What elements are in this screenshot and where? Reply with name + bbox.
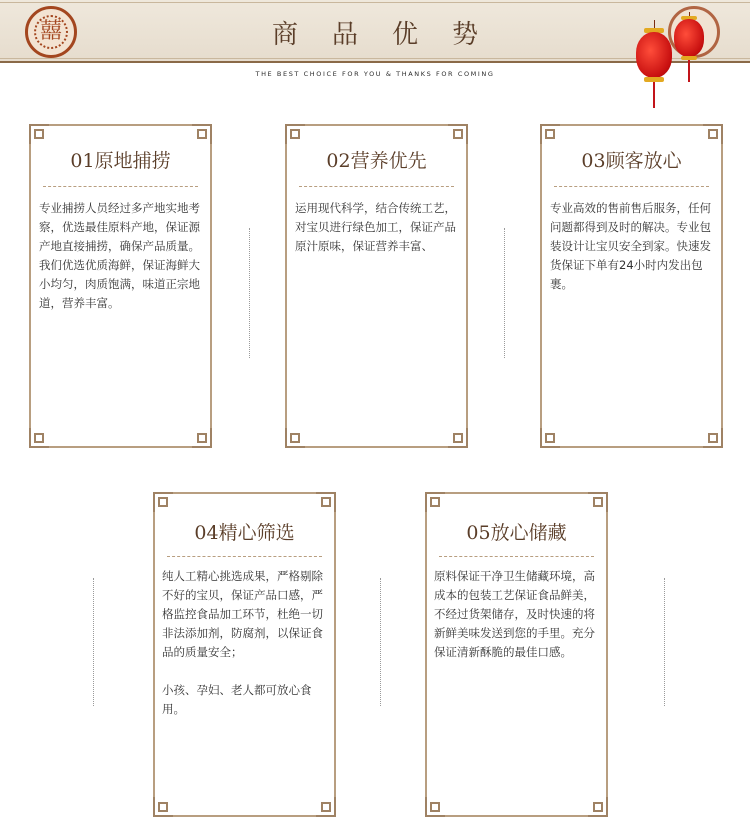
- dotted-separator: [664, 578, 665, 706]
- dotted-separator: [249, 228, 250, 358]
- divider: [167, 556, 322, 557]
- feature-description: 专业高效的售前售后服务，任何问题都得到及时的解决。专业包装设计让宝贝安全到家。快速发货保证下单有24小时内发出包裹。: [550, 201, 711, 291]
- divider: [43, 186, 198, 187]
- feature-card-origin: [29, 124, 212, 448]
- red-lantern-icon: [674, 12, 704, 84]
- dotted-separator: [93, 578, 94, 706]
- feature-title: 01原地捕捞: [70, 150, 171, 172]
- banner-top-border: [0, 2, 750, 3]
- feature-title: 04精心筛选: [194, 522, 295, 544]
- divider: [299, 186, 454, 187]
- feature-title: 02营养优先: [326, 150, 427, 172]
- feature-description-note: 小孩、孕妇、老人都可放心食用。: [162, 683, 312, 716]
- feature-title: 05放心储藏: [466, 522, 567, 544]
- banner-title: 商品优势: [271, 20, 512, 50]
- divider: [439, 556, 594, 557]
- feature-description: 专业捕捞人员经过多产地实地考察，优选最佳原料产地，保证源产地直接捕捞，确保产品质量。我们优选优质海鲜，保证海鲜大小均匀，肉质饱满，味道正宗地道，营养丰富。: [39, 201, 200, 310]
- feature-card-storage: [425, 492, 608, 817]
- feature-description: 原料保证干净卫生储藏环境，高成本的包装工艺保证食品鲜美，不经过货架储存，及时快速的将新鲜美味发送到您的手里。充分保证清新酥脆的最佳口感。: [434, 569, 595, 659]
- feature-card-assurance: [540, 124, 723, 448]
- feature-description: 纯人工精心挑选成果，严格剔除不好的宝贝，保证产品口感，严格监控食品加工环节，杜绝一切非法添加剂，防腐剂，以保证食品的质量安全；: [162, 569, 323, 659]
- feature-card-nutrition: [285, 124, 468, 448]
- dotted-separator: [380, 578, 381, 706]
- feature-description: 运用现代科学，结合传统工艺，对宝贝进行绿色加工，保证产品原汁原味，保证营养丰富、: [295, 201, 456, 253]
- red-lantern-icon: [636, 20, 672, 110]
- dotted-separator: [504, 228, 505, 358]
- banner-subtitle: THE BEST CHOICE FOR YOU & THANKS FOR COMING: [255, 70, 495, 78]
- feature-card-selection: [153, 492, 336, 817]
- divider: [554, 186, 709, 187]
- feature-title: 03顾客放心: [581, 150, 682, 172]
